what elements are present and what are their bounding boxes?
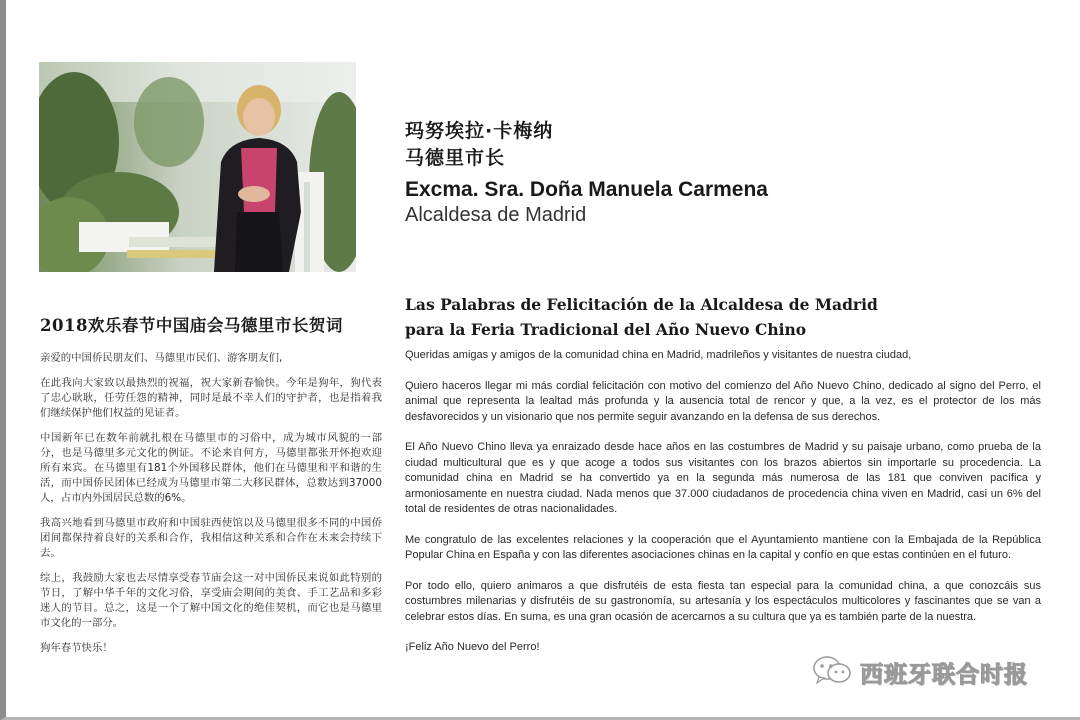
spanish-paragraph: Por todo ello, quiero animaros a que disfrutéis de esta fiesta tan especial para la comunidad china, a que conozcáis sus costumbres milenarias y disfrutéis de su gastronomía, su artesanía y los espectáculos multicolores y fascinantes que se van a celebrar estos días. En suma, es una gran ocasión de acercarnos a su cultura que ya es también parte de la nuestra. [405, 579, 1041, 623]
chinese-role: 马德里市长 [405, 147, 506, 169]
spanish-paragraph: Me congratulo de las excelentes relaciones y la cooperación que el Ayuntamiento mantiene con la Embajada de la República Popular China en España y con las diferentes asociaciones chinas en la capital y confío en que estas continúen en el futuro. [405, 533, 1041, 561]
watermark [812, 654, 1028, 690]
spanish-paragraph: Quiero haceros llegar mi más cordial felicitación con motivo del comienzo del Año Nuevo Chino, dedicado al signo del Perro, el animal que representa la lealtad más profunda y la ausencia total de rencor y que, a la vez, es el protector de los más desfavorecidos y un visionario que nos permite seguir avanzando en la defensa de sus derechos. [405, 379, 1041, 423]
spanish-letter [405, 292, 1041, 671]
spanish-title-line-1: Las Palabras de Felicitación de la Alcaldesa de Madrid [405, 295, 878, 314]
name-block [405, 118, 1045, 227]
chinese-paragraph: 我高兴地看到马德里市政府和中国驻西使馆以及马德里很多不同的中国侨团间都保持着良好的关系和合作，我相信这种关系和合作在未来会持续下去。 [40, 517, 382, 559]
chinese-paragraph: 在此我向大家致以最热烈的祝福，祝大家新春愉快。今年是狗年，狗代表了忠心耿耿，任劳任怨的精神，同时是最不幸人们的守护者，也是指着我们继续保护他们权益的见证者。 [40, 377, 382, 419]
chinese-paragraph: 中国新年已在数年前就扎根在马德里市的习俗中，成为城市风貌的一部分，也是马德里多元文化的例证。不论来自何方，马德里都张开怀抱欢迎所有来宾。在马德里有181个外国移民群体，他们在马德里和平和谐的生活，而中国侨民团体已经成为马德里市第二大移民群体，总数达到37000人，占市内外国居民总数的6%。 [40, 432, 382, 504]
watermark-text: 西班牙联合时报 [860, 661, 1028, 688]
chinese-closing: 狗年春节快乐！ [40, 642, 113, 654]
spanish-paragraph: El Año Nuevo Chino lleva ya enraizado desde hace años en las costumbres de Madrid y su paisaje urbano, como prueba de la ciudad multicultural que es y que acoge a todos sus visitantes con los brazos abiertos sin importarle su procedencia. La comunidad china en Madrid se ha convertido ya en la segunda más numerosa de las 181 que conviven pacífica y armoniosamente en nuestra ciudad. Nada menos que 37.000 ciudadanos de procedencia china viven en Madrid, casi un 6% del total de residentes de otras nacionalidades. [405, 441, 1041, 515]
chinese-letter [40, 312, 382, 666]
spanish-title [405, 292, 1041, 342]
chinese-name: 玛努埃拉·卡梅纳 [405, 120, 554, 142]
chinese-title: 2018欢乐春节中国庙会马德里市长贺词 [40, 316, 343, 335]
wechat-icon [812, 655, 852, 689]
spanish-greeting: Queridas amigas y amigos de la comunidad china en Madrid, madrileños y visitantes de nuestra ciudad, [405, 349, 912, 361]
portrait-photo [39, 62, 356, 272]
chinese-paragraph: 综上，我鼓励大家也去尽情享受春节庙会这一对中国侨民来说如此特别的节日，了解中华千年的文化习俗，享受庙会期间的美食、手工艺品和多彩迷人的节目。总之，这是一个了解中国文化的绝佳契机，而它也是马德里市文化的一部分。 [40, 572, 382, 629]
spanish-name: Excma. Sra. Doña Manuela Carmena [405, 178, 768, 201]
spanish-role: Alcaldesa de Madrid [405, 204, 587, 226]
spanish-closing: ¡Feliz Año Nuevo del Perro! [405, 641, 540, 653]
spanish-title-line-2: para la Feria Tradicional del Año Nuevo Chino [405, 320, 807, 339]
chinese-paragraph: 亲爱的中国侨民朋友们、马德里市民们、游客朋友们, [40, 352, 283, 364]
